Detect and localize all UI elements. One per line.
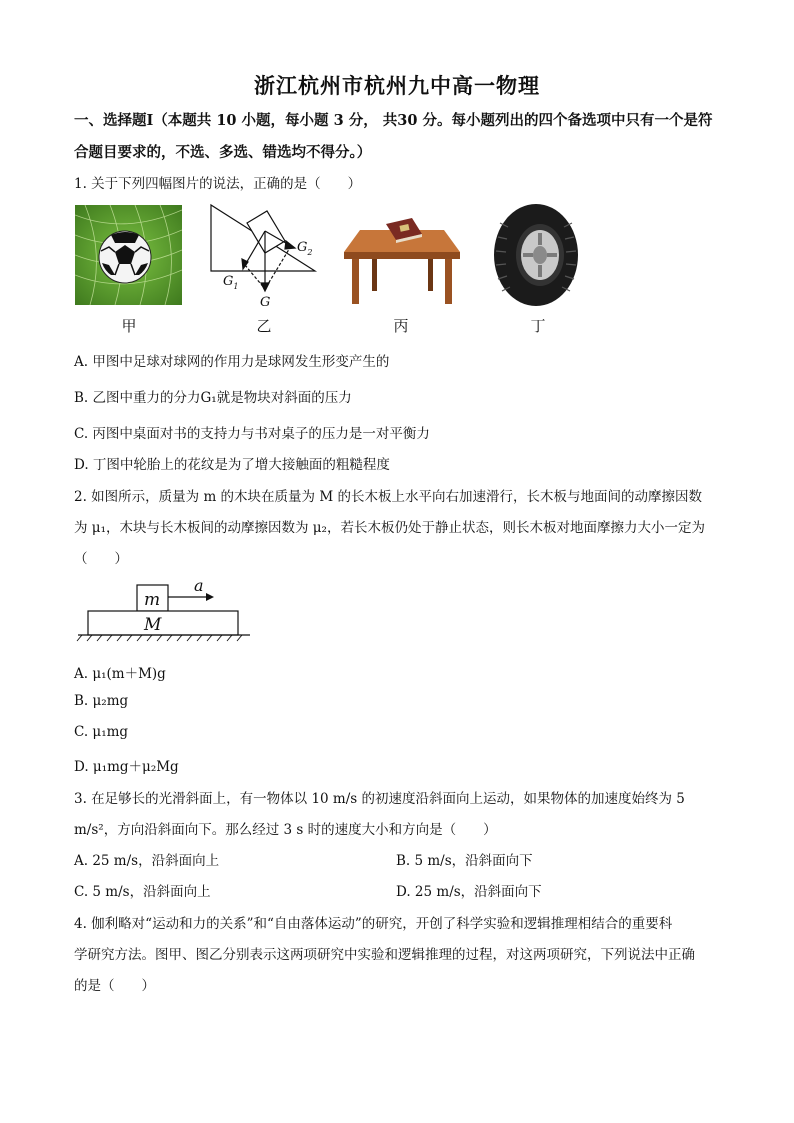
q2-line-1: 2. 如图所示，质量为 m 的木块在质量为 M 的长木板上水平向右加速滑行，长木板与地面间的动摩擦因数 — [74, 489, 702, 505]
large-mass-label: M — [144, 615, 162, 635]
figure-label-bing: 丙 — [393, 317, 409, 335]
q2-option-a: A. μ₁(m＋M)g — [74, 666, 166, 682]
g2-label: $G_2$ — [297, 240, 313, 257]
q1-option-d: D. 丁图中轮胎上的花纹是为了增大接触面的粗糙程度 — [74, 457, 390, 473]
q3-option-b: B. 5 m/s，沿斜面向下 — [396, 853, 533, 869]
q2-option-c: C. μ₁mg — [74, 724, 129, 740]
soccer-ball-figure — [75, 205, 182, 305]
tire-figure — [492, 203, 580, 307]
figure-label-yi: 乙 — [256, 317, 272, 335]
q3-option-c: C. 5 m/s，沿斜面向上 — [74, 884, 211, 900]
small-mass-label: m — [144, 590, 161, 610]
q4-line-2: 学研究方法。图甲、图乙分别表示这两项研究中实验和逻辑推理的过程，对这两项研究，下列说法中正确 — [74, 947, 695, 963]
acceleration-label: a — [194, 577, 204, 595]
incline-force-diagram — [205, 203, 325, 311]
q3-line-2: m/s²，方向沿斜面向下。那么经过 3 s 时的速度大小和方向是（ ） — [74, 822, 497, 838]
figure-label-jia: 甲 — [121, 317, 137, 335]
q4-line-1: 4. 伽利略对“运动和力的关系”和“自由落体运动”的研究，开创了科学实验和逻辑推理相结合的重要科 — [74, 916, 673, 932]
g-label: G — [260, 295, 271, 310]
table-book-figure — [342, 212, 462, 307]
q1-option-b: B. 乙图中重力的分力G₁就是物块对斜面的压力 — [74, 390, 352, 406]
q2-line-2: 为 μ₁，木块与长木板间的动摩擦因数为 μ₂，若长木板仍处于静止状态，则长木板对地面摩擦力大小一定为 — [74, 520, 705, 536]
q1-stem: 1. 关于下列四幅图片的说法，正确的是（ ） — [74, 176, 362, 192]
page-title: 浙江杭州市杭州九中高一物理 — [254, 73, 540, 98]
q3-line-1: 3. 在足够长的光滑斜面上，有一物体以 10 m/s 的初速度沿斜面向上运动，如果物体的加速度始终为 5 — [74, 791, 685, 807]
q2-option-b: B. μ₂mg — [74, 693, 129, 709]
q1-option-a: A. 甲图中足球对球网的作用力是球网发生形变产生的 — [74, 354, 390, 370]
block-on-board-diagram — [76, 577, 252, 643]
q3-option-d: D. 25 m/s，沿斜面向下 — [396, 884, 542, 900]
q4-line-3: 的是（ ） — [74, 978, 155, 994]
figure-label-ding: 丁 — [530, 317, 546, 335]
g1-label: $G_1$ — [223, 274, 239, 291]
q3-option-a: A. 25 m/s，沿斜面向上 — [74, 853, 220, 869]
section-header: 一、选择题I（本题共 10 小题，每小题 3 分， 共30 分。每小题列出的四个备选项中只有一个是符合题目要求的，不选、多选、错选均不得分。） — [74, 112, 713, 161]
q2-option-d: D. μ₁mg＋μ₂Mg — [74, 759, 179, 775]
q2-line-3: （ ） — [74, 551, 128, 567]
q1-option-c: C. 丙图中桌面对书的支持力与书对桌子的压力是一对平衡力 — [74, 426, 430, 442]
